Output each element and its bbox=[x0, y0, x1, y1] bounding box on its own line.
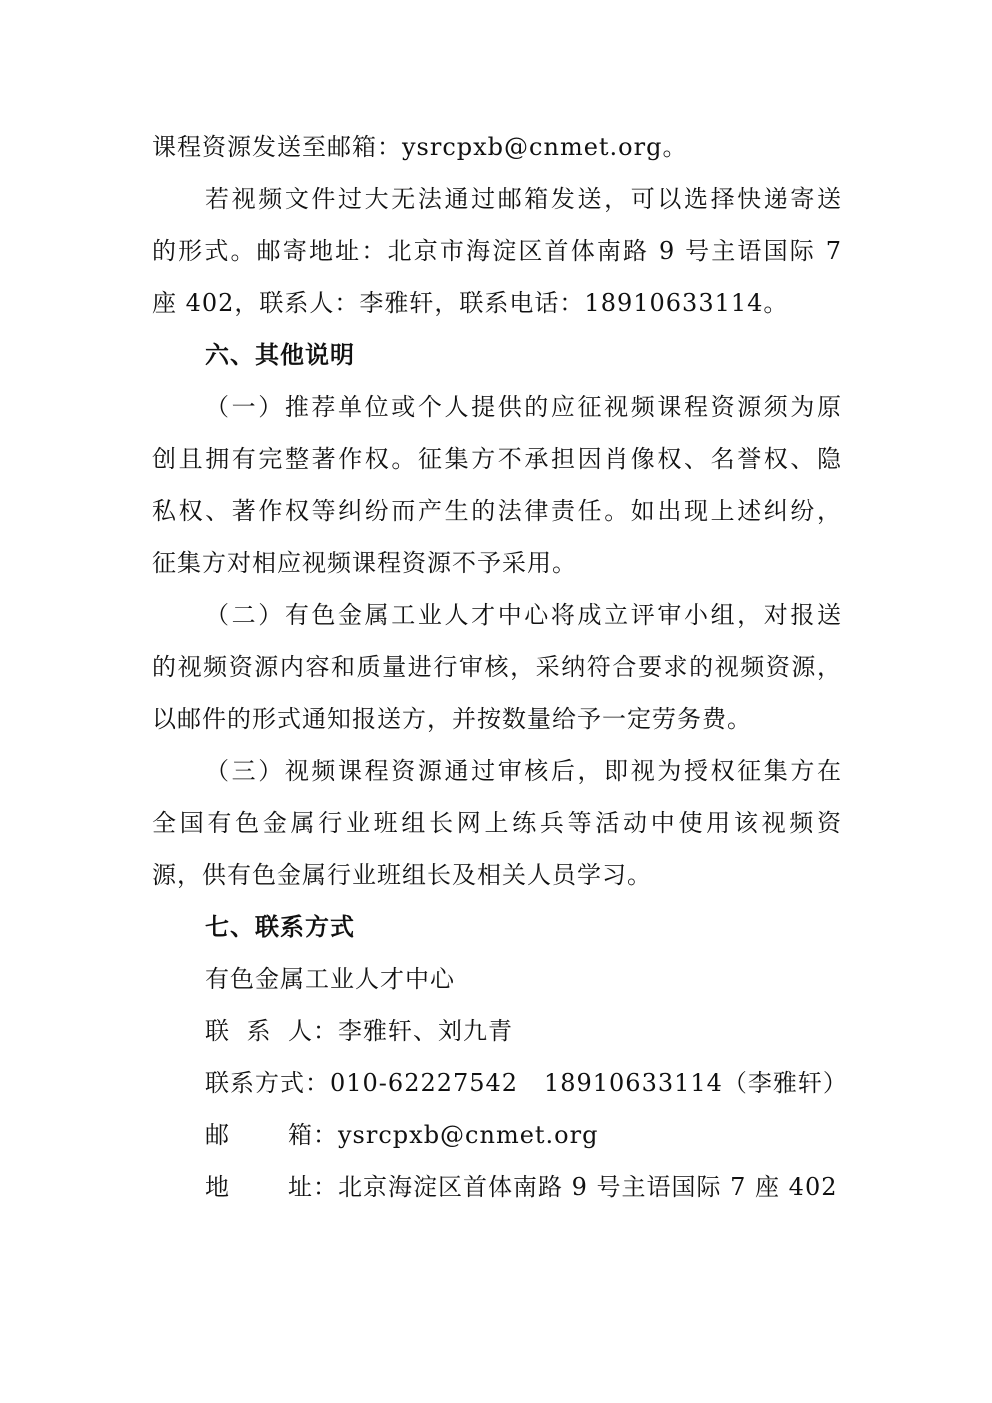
contact-row-email bbox=[152, 1109, 842, 1161]
paragraph-line: 若视频文件过大无法通过邮箱发送，可以选择快递寄送 bbox=[205, 185, 842, 213]
label-colon: ： bbox=[313, 1017, 338, 1045]
paragraph-line: 创且拥有完整著作权。征集方不承担因肖像权、名誉权、隐 bbox=[152, 445, 842, 473]
paragraph-line: （一）推荐单位或个人提供的应征视频课程资源须为原 bbox=[205, 393, 842, 421]
contact-value: 李雅轩、刘九青 bbox=[338, 1017, 513, 1045]
contact-email-value: ysrcpxb@cnmet.org bbox=[338, 1121, 599, 1149]
document-body bbox=[152, 121, 848, 1213]
contact-label bbox=[205, 1057, 305, 1109]
label-char: 联系方式 bbox=[205, 1069, 305, 1097]
label-char: 系 bbox=[246, 1017, 272, 1045]
label-colon: ： bbox=[313, 1121, 338, 1149]
contact-label bbox=[205, 1005, 313, 1057]
paragraph-line: 私权、著作权等纠纷而产生的法律责任。如出现上述纠纷， bbox=[152, 497, 842, 525]
paragraph-line: 的形式。邮寄地址：北京市海淀区首体南路 9 号主语国际 7 bbox=[152, 237, 842, 265]
contact-value: 010-62227542 18910633114（李雅轩） bbox=[330, 1069, 848, 1097]
paragraph-line: 座 402，联系人：李雅轩，联系电话：18910633114。 bbox=[152, 289, 789, 317]
paragraph-line: （三）视频课程资源通过审核后，即视为授权征集方在 bbox=[205, 757, 842, 785]
paragraph-line: 全国有色金属行业班组长网上练兵等活动中使用该视频资 bbox=[152, 809, 842, 837]
label-char: 地 bbox=[205, 1173, 230, 1201]
paragraph-line: 征集方对相应视频课程资源不予采用。 bbox=[152, 549, 577, 577]
contact-row-phone bbox=[152, 1057, 848, 1109]
label-char: 联 bbox=[205, 1017, 230, 1045]
contact-label bbox=[205, 1161, 313, 1213]
paragraph-line: 课程资源发送至邮箱：ysrcpxb@cnmet.org。 bbox=[152, 133, 688, 161]
label-char: 人 bbox=[288, 1017, 313, 1045]
label-char: 邮 bbox=[205, 1121, 230, 1149]
label-colon: ： bbox=[305, 1069, 330, 1097]
contact-label bbox=[205, 1109, 313, 1161]
contact-row-address bbox=[152, 1161, 842, 1213]
label-char: 址 bbox=[288, 1173, 313, 1201]
paragraph-line: 源，供有色金属行业班组长及相关人员学习。 bbox=[152, 861, 652, 889]
section-heading-contact: 七、联系方式 bbox=[205, 913, 355, 941]
label-char: 箱 bbox=[288, 1121, 313, 1149]
contact-organization: 有色金属工业人才中心 bbox=[205, 965, 455, 993]
paragraph-line: 的视频资源内容和质量进行审核，采纳符合要求的视频资源， bbox=[152, 653, 842, 681]
contact-row-person bbox=[152, 1005, 842, 1057]
paragraph-line: 以邮件的形式通知报送方，并按数量给予一定劳务费。 bbox=[152, 705, 752, 733]
contact-address-value: 北京海淀区首体南路 9 号主语国际 7 座 402 bbox=[338, 1173, 838, 1201]
section-heading-other-notes: 六、其他说明 bbox=[205, 341, 355, 369]
paragraph-line: （二）有色金属工业人才中心将成立评审小组，对报送 bbox=[205, 601, 842, 629]
label-colon: ： bbox=[313, 1173, 338, 1201]
